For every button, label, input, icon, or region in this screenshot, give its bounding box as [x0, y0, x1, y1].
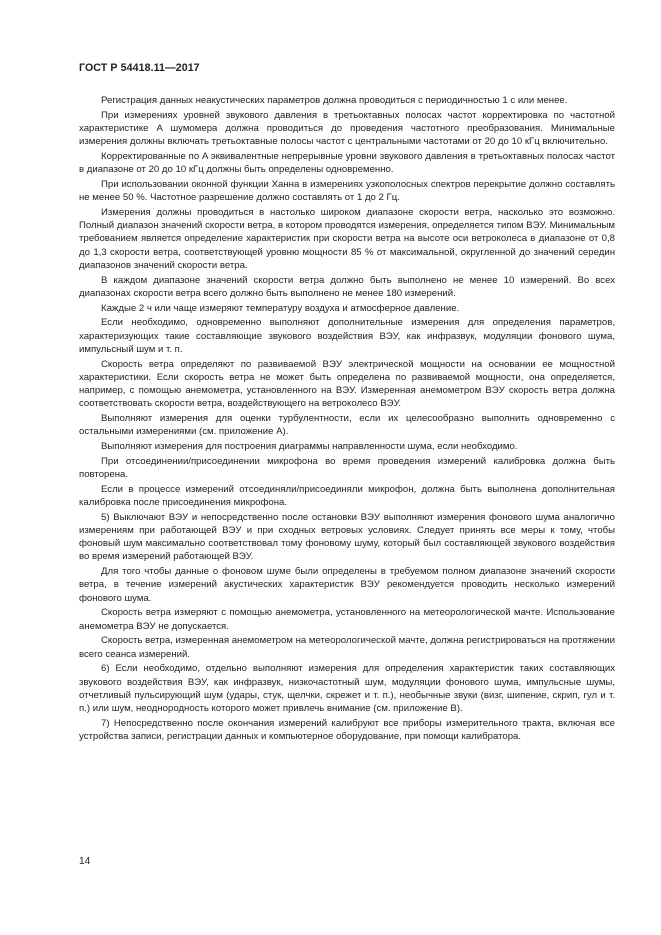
document-header: ГОСТ Р 54418.11—2017 [79, 62, 200, 74]
paragraph: В каждом диапазоне значений скорости ветра должно быть выполнено не менее 10 измерений. Во всех диапазонах скорости ветра всего должно быть выполнено не менее 180 измерений. [79, 274, 615, 299]
paragraph: Регистрация данных неакустических параметров должна проводиться с периодичностью 1 с или менее. [101, 95, 568, 106]
paragraph: При использовании оконной функции Ханна в измерениях узкополосных спектров перекрытие должно составлять не менее 50 %. Частотное разрешение должно составлять от 1 до 2 Гц. [79, 179, 615, 204]
paragraph: Скорость ветра определяют по развиваемой ВЭУ электрической мощности на основании ее мощностной характеристики. Если скорость ветра не может быть определена по развиваемой мощности, она определяется, например, с помощью анемометра, установленного на ВЭУ. Измеренная анемометром ВЭУ скорость ветра должна соответствовать скорости ветра, воздействующего на ветроколесо ВЭУ. [79, 358, 615, 410]
document-body [79, 94, 615, 745]
paragraph: Каждые 2 ч или чаще измеряют температуру воздуха и атмосферное давление. [101, 302, 460, 314]
paragraph: Измерения должны проводиться в настолько широком диапазоне скорости ветра, насколько это возможно. Полный диапазон значений скорости ветра, в котором проводятся измерения, определяется типом ВЭУ. Минимальным требованием является определение характеристик при скорости ветра на высоте оси ветроколеса в диапазоне от 0,8 до 1,3 скорости ветра, соответствующей уровню мощности 85 % от максимальной, округленной до значений середин диапазонов значений скорости ветра. [79, 207, 615, 271]
paragraph: При отсоединении/присоединении микрофона во время проведения измерений калибровка должна быть повторена. [79, 455, 615, 481]
paragraph: 6) Если необходимо, отдельно выполняют измерения для определения характеристик таких составляющих звукового воздействия ВЭУ, как инфразвук, низкочастотный шум, модуляции фонового шума, импульсные шумы, отчетливый пульсирующий шум (удары, стук, щелчки, скрежет и т. п.), необычные звуки (визг, шипение, скрип, гул и т. п.) или шум, неоднородность которого может привлечь внимание (см. приложение В). [79, 663, 615, 715]
paragraph: Если в процессе измерений отсоединяли/присоединяли микрофон, должна быть выполнена дополнительная калибровка после присоединения микрофона. [79, 483, 615, 509]
paragraph: При измерениях уровней звукового давления в третьоктавных полосах частот корректировка по частотной характеристике A шумомера должна проводиться до проведения частотного преобразования. Минимальные измерения должны включать третьоктавные полосы частот с центральными частотами от 20 до 10 кГц включительно. [79, 109, 615, 148]
paragraph: 7) Непосредственно после окончания измерений калибруют все приборы измерительного тракта, включая все устройства записи, регистрации данных и компьютерное оборудование, при помощи калибратора. [79, 717, 615, 743]
paragraph: Корректированные по A эквивалентные непрерывные уровни звукового давления в третьоктавных полосах частот в диапазоне от 20 до 10 кГц должны быть определены одновременно. [79, 151, 615, 176]
paragraph: Выполняют измерения для оценки турбулентности, если их целесообразно выполнить одновременно с остальными измерениями (см. приложение А). [79, 413, 615, 438]
paragraph: Скорость ветра измеряют с помощью анемометра, установленного на метеорологической мачте. Использование анемометра ВЭУ не допускается. [79, 607, 615, 632]
paragraph: Для того чтобы данные о фоновом шуме были определены в требуемом полном диапазоне значений скорости ветра, в течение измерений акустических характеристик ВЭУ рекомендуется проводить несколько измерений фонового шума. [79, 566, 615, 604]
paragraph: Если необходимо, одновременно выполняют дополнительные измерения для определения параметров, характеризующих такие составляющие звукового воздействия ВЭУ, как инфразвук, модуляции фонового шума, импульсный шум и т. п. [79, 317, 615, 355]
paragraph: 5) Выключают ВЭУ и непосредственно после остановки ВЭУ выполняют измерения фонового шума аналогично измерениям при работающей ВЭУ и при сходных ветровых условиях. Следует принять все меры к тому, чтобы фоновый шум максимально соответствовал тому фоновому шуму, который был составляющей звукового воздействия во время измерений работающей ВЭУ. [79, 511, 615, 563]
page-number: 14 [79, 856, 91, 867]
paragraph: Скорость ветра, измеренная анемометром на метеорологической мачте, должна регистрироваться на протяжении всего сеанса измерений. [79, 635, 615, 660]
paragraph: Выполняют измерения для построения диаграммы направленности шума, если необходимо. [101, 441, 518, 453]
